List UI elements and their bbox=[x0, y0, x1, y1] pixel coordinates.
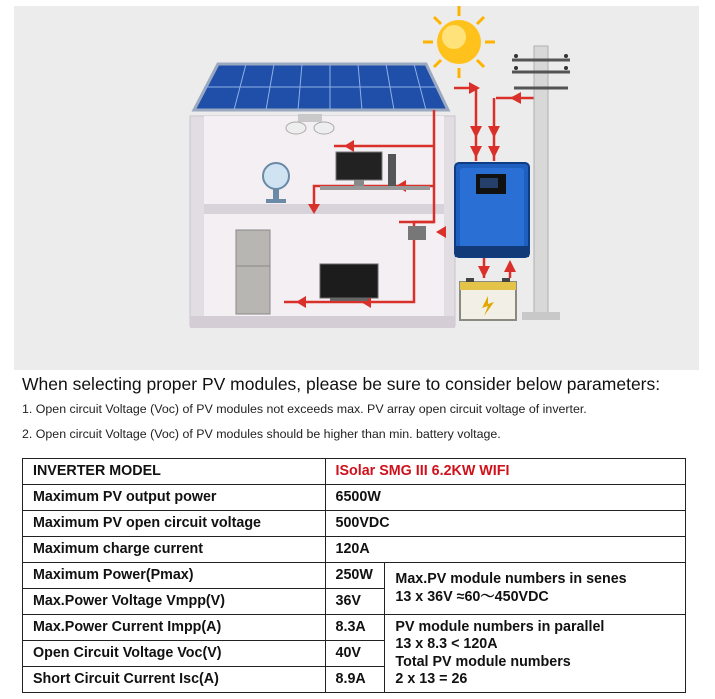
row-label: Max.Power Current Impp(A) bbox=[23, 615, 326, 641]
series-note bbox=[385, 563, 686, 615]
row-label: Short Circuit Current Isc(A) bbox=[23, 667, 326, 693]
total-note-formula: 2 x 13 = 26 bbox=[395, 671, 468, 687]
table-row bbox=[23, 485, 686, 511]
table-row bbox=[23, 615, 686, 641]
battery bbox=[460, 278, 516, 320]
parallel-note-title: PV module numbers in parallel bbox=[395, 618, 605, 635]
total-note-title: Total PV module numbers bbox=[395, 653, 571, 670]
row-value: 8.3A bbox=[325, 615, 385, 641]
note-1: 1. Open circuit Voltage (Voc) of PV modules not exceeds max. PV array open circuit voltage of inverter. bbox=[22, 402, 587, 416]
row-value: 36V bbox=[325, 589, 385, 615]
sun-icon bbox=[423, 6, 495, 78]
note-2: 2. Open circuit Voltage (Voc) of PV modules should be higher than min. battery voltage. bbox=[22, 427, 501, 441]
inverter bbox=[455, 163, 529, 257]
table-row bbox=[23, 511, 686, 537]
model-name: ISolar SMG III 6.2KW WIFI bbox=[325, 459, 685, 485]
row-value: 8.9A bbox=[325, 667, 385, 693]
fridge bbox=[236, 230, 270, 314]
parallel-note bbox=[385, 615, 686, 693]
table-row bbox=[23, 537, 686, 563]
header-label: INVERTER MODEL bbox=[23, 459, 326, 485]
series-note-title: Max.PV module numbers in senes bbox=[395, 571, 627, 587]
solar-panel bbox=[194, 64, 448, 110]
row-value: 120A bbox=[325, 537, 685, 563]
row-label: Max.Power Voltage Vmpp(V) bbox=[23, 589, 326, 615]
row-value: 500VDC bbox=[325, 511, 685, 537]
row-value: 250W bbox=[325, 563, 385, 589]
row-value: 6500W bbox=[325, 485, 685, 511]
row-label: Maximum PV open circuit voltage bbox=[23, 511, 326, 537]
solar-system-illustration bbox=[14, 6, 699, 370]
row-label: Open Circuit Voltage Voc(V) bbox=[23, 641, 326, 667]
row-label: Maximum PV output power bbox=[23, 485, 326, 511]
table-row bbox=[23, 459, 686, 485]
row-label: Maximum charge current bbox=[23, 537, 326, 563]
parallel-note-formula: 13 x 8.3 < 120A bbox=[395, 636, 498, 652]
spec-table bbox=[22, 458, 686, 693]
row-value: 40V bbox=[325, 641, 385, 667]
page-heading: When selecting proper PV modules, please be sure to consider below parameters: bbox=[22, 374, 661, 394]
table-row bbox=[23, 563, 686, 589]
meter-box bbox=[408, 226, 426, 240]
tv bbox=[320, 264, 378, 301]
row-label: Maximum Power(Pmax) bbox=[23, 563, 326, 589]
series-note-formula: 13 x 36V ≈60～450VDC bbox=[395, 588, 549, 605]
